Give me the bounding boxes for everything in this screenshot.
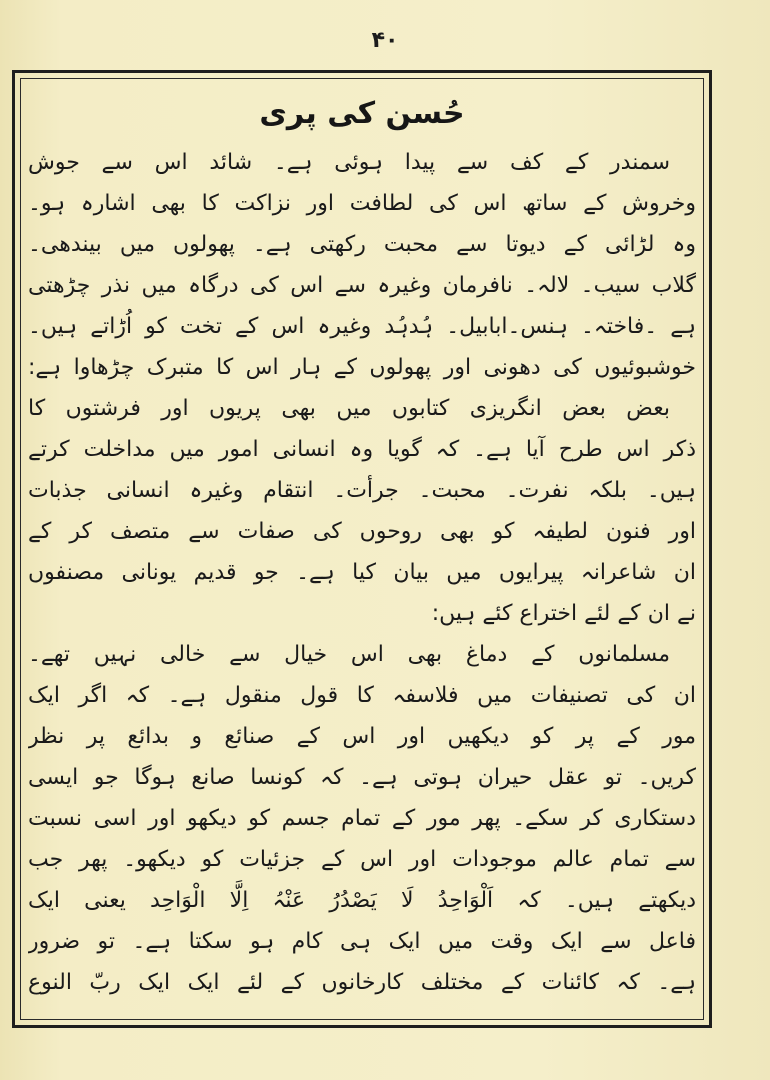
section-title: حُسن کی پری (259, 96, 465, 131)
text-line: ذکر اس طرح آیا ہے۔ کہ گویا وہ انسانی امور میں مداخلت کرتے (28, 437, 696, 462)
text-line: دیکھتے ہیں۔ کہ اَلْوَاحِدُ لَا یَصْدُرُ عَنْہُ اِلَّا الْوَاحِد یعنی ایک (28, 888, 696, 913)
text-line: ان شاعرانہ پیرایوں میں بیان کیا ہے۔ جو قدیم یونانی مصنفوں (28, 560, 696, 585)
text-line: وخروش کے ساتھ اس کی لطافت اور نزاکت کا بھی اشارہ ہو۔ (28, 191, 696, 216)
text-line: خوشبوئیوں کی دھونی اور پھولوں کے ہار اس کا متبرک چڑھاوا ہے: (28, 355, 696, 380)
text-line: ہیں۔ بلکہ نفرت۔ محبت۔ جرأت۔ انتقام وغیرہ انسانی جذبات (28, 478, 696, 503)
text-line: ہے۔ کہ کائنات کے مختلف کارخانوں کے لئے ایک ایک ربّ النوع (28, 970, 696, 995)
text-line: سے تمام عالم موجودات اور اس کے جزئیات کو دیکھو۔ پھر جب (28, 847, 696, 872)
text-line: بعض بعض انگریزی کتابوں میں بھی پریوں اور فرشتوں کا (28, 396, 670, 421)
text-line: اور فنون لطیفہ کو بھی روحوں کی صفات سے متصف کر کے (28, 519, 696, 544)
text-line: مسلمانوں کے دماغ بھی اس خیال سے خالی نہیں تھے۔ (28, 642, 670, 667)
text-line: نے ان کے لئے اختراع کئے ہیں: (431, 601, 696, 626)
text-line: دستکاری کر سکے۔ پھر مور کے تمام جسم کو دیکھو اور اسی نسبت (28, 806, 696, 831)
text-line: ان کی تصنیفات میں فلاسفہ کا قول منقول ہے۔ کہ اگر ایک (28, 683, 696, 708)
page-number: ۴۰ (371, 28, 399, 53)
text-line: مور کے پر کو دیکھیں اور اس کے صنائع و بدائع پر نظر (28, 724, 696, 749)
text-line: گلاب سیب۔ لالہ۔ نافرمان وغیرہ سے اس کی درگاہ میں نذر چڑھتی (28, 273, 696, 298)
text-line: فاعل سے ایک وقت میں ایک ہی کام ہو سکتا ہے۔ تو ضرور (28, 929, 696, 954)
text-line: کریں۔ تو عقل حیران ہوتی ہے۔ کہ کونسا صانع ہوگا جو ایسی (28, 765, 696, 790)
text-line: وہ لڑائی کے دیوتا سے محبت رکھتی ہے۔ پھولوں میں بیندھی۔ (28, 232, 696, 257)
text-line: ہے ۔فاختہ۔ ہنس۔ابابیل۔ ہُدہُد وغیرہ اس کے تخت کو اُڑاتے ہیں۔ (28, 314, 696, 339)
text-line: سمندر کے کف سے پیدا ہوئی ہے۔ شائد اس سے جوش (28, 150, 670, 175)
